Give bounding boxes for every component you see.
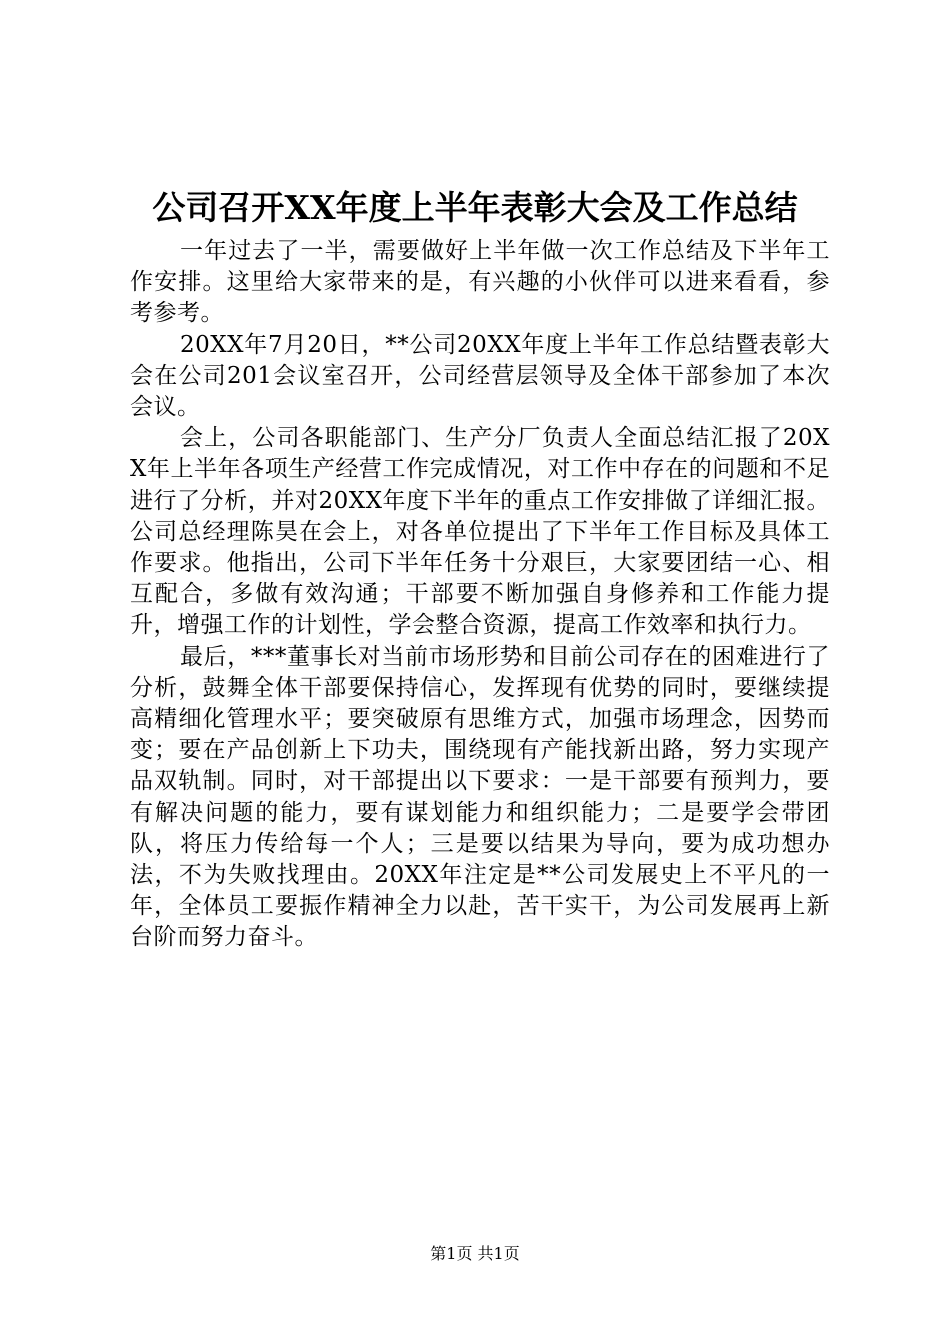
document-title: 公司召开XX年度上半年表彰大会及工作总结 [152,188,798,227]
paragraph-meeting-report: 会上，公司各职能部门、生产分厂负责人全面总结汇报了20XX年上半年各项生产经营工作完成情况，对工作中存在的问题和不足进行了分析，并对20XX年度下半年的重点工作安排做了详细汇报。公司总经理陈昊在会上，对各单位提出了下半年工作目标及具体工作要求。他指出，公司下半年任务十分艰巨，大家要团结一心、相互配合，多做有效沟通；干部要不断加强自身修养和工作能力提升，增强工作的计划性，学会整合资源，提高工作效率和执行力。 [130,425,830,639]
paragraph-meeting-info: 20XX年7月20日，**公司20XX年度上半年工作总结暨表彰大会在公司201会议室召开，公司经营层领导及全体干部参加了本次会议。 [130,331,830,421]
page-number-footer: 第1页 共1页 [430,1244,520,1263]
paragraph-intro: 一年过去了一半，需要做好上半年做一次工作总结及下半年工作安排。这里给大家带来的是，有兴趣的小伙伴可以进来看看，参考参考。 [130,238,830,327]
document-body [130,236,830,954]
paragraph-chairman-speech: 最后，***董事长对当前市场形势和目前公司存在的困难进行了分析，鼓舞全体干部要保持信心，发挥现有优势的同时，要继续提高精细化管理水平；要突破原有思维方式，加强市场理念，因势而变；要在产品创新上下功夫，围绕现有产能找新出路，努力实现产品双轨制。同时，对干部提出以下要求：一是干部要有预判力，要有解决问题的能力，要有谋划能力和组织能力；二是要学会带团队，将压力传给每一个人；三是要以结果为导向，要为成功想办法，不为失败找理由。20XX年注定是**公司发展史上不平凡的一年，全体员工要振作精神全力以赴，苦干实干，为公司发展再上新台阶而努力奋斗。 [130,643,830,951]
